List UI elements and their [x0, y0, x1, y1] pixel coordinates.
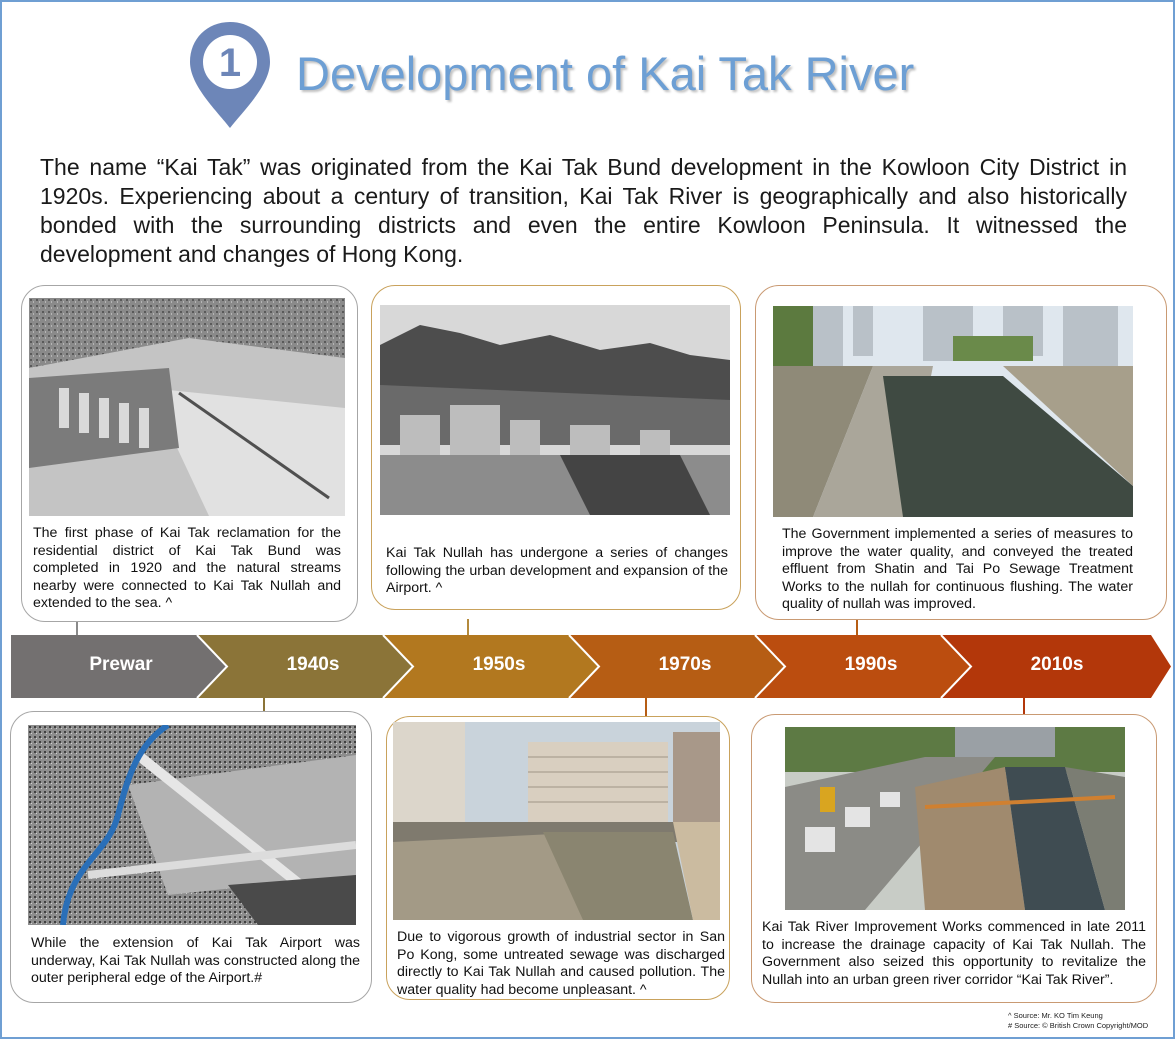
timeline-label-prewar: Prewar: [89, 654, 153, 675]
aerial-airport-photo: [28, 725, 356, 925]
timeline-label-1950s: 1950s: [472, 654, 526, 675]
timeline-label-1990s: 1990s: [844, 654, 898, 675]
timeline-label-1940s: 1940s: [286, 654, 340, 675]
caption-1990s: The Government implemented a series of measures to improve the water quality, and conveyed the treated effluent from Shatin and Tai Po Sewage Treatment Works to the nullah for continuous flushing. The water quality of nullah was improved.: [782, 526, 1133, 613]
page-title: Development of Kai Tak River: [296, 47, 915, 100]
tick-1970s: [645, 698, 647, 716]
tick-1940s: [263, 698, 265, 712]
tick-1990s: [856, 620, 858, 636]
river-channel-photo: [773, 306, 1133, 517]
tick-1950s: [467, 619, 469, 636]
source-note-1: ^ Source: Mr. KO Tim Keung: [1008, 1011, 1103, 1020]
timeline-label-2010s: 2010s: [1030, 654, 1084, 675]
tick-2010s: [1023, 698, 1025, 714]
caption-2010s: Kai Tak River Improvement Works commenced in late 2011 to increase the drainage capacity of Kai Tak Nullah. The Government also seized this opportunity to revitalize the Nullah into an urban green river corridor “Kai Tak River”.: [762, 919, 1146, 988]
tick-prewar: [76, 622, 78, 636]
construction-works-photo: [785, 727, 1125, 910]
source-note-2: # Source: © British Crown Copyright/MOD: [1008, 1021, 1149, 1030]
caption-prewar: The first phase of Kai Tak reclamation for the residential district of Kai Tak Bund was completed in 1920 and the natural streams nearby were connected to Kai Tak Nullah and extended to the sea. ^: [33, 525, 341, 612]
mountain-town-photo: [380, 305, 730, 515]
caption-1970s: Due to vigorous growth of industrial sector in San Po Kong, some untreated sewage was discharged directly to Kai Tak Nullah and caused pollution. The water quality had become unpleasant. ^: [397, 929, 725, 998]
section-number: 1: [218, 41, 242, 85]
aerial-reclamation-photo: [29, 298, 345, 516]
nullah-estate-photo: [393, 722, 720, 920]
timeline-label-1970s: 1970s: [658, 654, 712, 675]
location-pin-icon: [188, 20, 272, 130]
intro-paragraph: The name “Kai Tak” was originated from the Kai Tak Bund development in the Kowloon City District in 1920s. Experiencing about a century of transition, Kai Tak River is geographically and also historically bonded with the surrounding districts and even the entire Kowloon Peninsula. It witnessed the development and changes of Hong Kong.: [40, 154, 1127, 267]
caption-1940s: While the extension of Kai Tak Airport was underway, Kai Tak Nullah was constructed along the outer peripheral edge of the Airport.#: [31, 935, 360, 987]
caption-1950s: Kai Tak Nullah has undergone a series of changes following the urban development and expansion of the Airport. ^: [386, 545, 728, 597]
